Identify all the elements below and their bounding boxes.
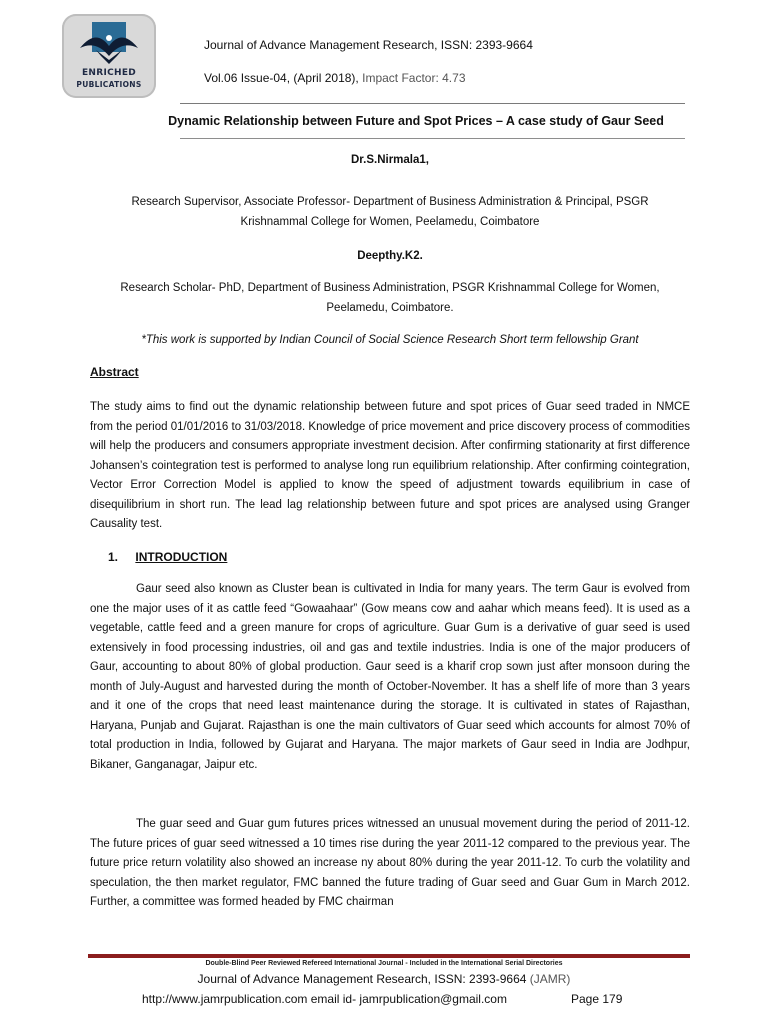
section-title: INTRODUCTION [135, 550, 228, 564]
publisher-logo [62, 14, 156, 98]
abstract-heading: Abstract [90, 365, 139, 379]
header-volume-line [204, 71, 466, 85]
section-heading [108, 550, 227, 564]
footer-journal-line [0, 972, 768, 986]
affiliation-2-line-1: Research Scholar- PhD, Department of Business Administration, PSGR Krishnammal College for Women, [120, 282, 660, 294]
header-impact-factor: Impact Factor: 4.73 [362, 71, 466, 85]
author-1: Dr.S.Nirmala1, [351, 154, 429, 166]
paper-title: Dynamic Relationship between Future and Spot Prices – A case study of Gaur Seed [168, 114, 664, 128]
footer-journal-abbrev: (JAMR) [529, 972, 571, 986]
page-number: Page 179 [571, 992, 623, 1006]
title-divider [180, 138, 685, 139]
footer-divider [88, 954, 690, 958]
header-journal-line: Journal of Advance Management Research, ISSN: 2393-9664 [204, 38, 533, 52]
footer-url-email[interactable]: http://www.jamrpublication.com email id- jamrpublication@gmail.com [142, 992, 507, 1006]
affiliation-1-line-2: Krishnammal College for Women, Peelamedu, Coimbatore [240, 216, 540, 228]
header-divider [180, 103, 685, 104]
affiliation-2-line-2: Peelamedu, Coimbatore. [326, 302, 454, 314]
intro-paragraph-1: Gaur seed also known as Cluster bean is cultivated in India for many years. The term Gaur is evolved from one the major uses of it as cattle feed “Gowaahaar” (Gow means cow and aahar which means feed). It is used as a vegetable, cattle feed and a green manure for crops of agriculture. Guar Gum is a derivative of guar seed is used extensively in food processing industries, oil and gas and textile industries. India is one of the major producers of Gaur, accounting to about 80% of global production. Gaur seed is a kharif crop sown just after monsoon during the month of July-August and harvested during the month of October-November. It has a shelf life of more than 3 years and it one of the crops that need least maintenance during the storage. It is cultivated in states of Rajasthan, Haryana, Punjab and Gujarat. Rajasthan is one the main cultivators of Guar seed which accounts for almost 70% of total production in India, followed by Gujarat and Haryana. The major markets of Gaur seed in India are Jodhpur, Bikaner, Ganganagar, Jaipur etc. [90, 583, 690, 771]
logo-text-publications: PUBLICATIONS [76, 80, 142, 89]
section-number: 1. [108, 550, 119, 564]
footer-journal-name: Journal of Advance Management Research, ISSN: 2393-9664 [197, 972, 527, 986]
intro-paragraph-2: The guar seed and Guar gum futures prices witnessed an unusual movement during the period of 2011-12. The future prices of guar seed witnessed a 10 times rise during the year 2011-12 compared to the previous year. The future price return volatility also showed an increase ny about 80% during the year 2011-12. To curb the volatility and speculation, the then market regulator, FMC banned the future trading of Guar seed and Guar Gum in March 2012. Further, a committee was formed headed by FMC chairman [90, 818, 690, 908]
author-2: Deepthy.K2. [357, 250, 423, 262]
abstract-text: The study aims to find out the dynamic relationship between future and spot prices of Guar seed traded in NMCE from the period 01/01/2016 to 31/03/2018. Knowledge of price movement and price discovery process of commodities will help the producers and consumers appropriate investment decision. After confirming stationarity at first difference Johansen’s cointegration test is performed to analyse long run equilibrium relationship. After confirming cointegration, Vector Error Correction Model is applied to know the speed of adjustment towards equilibrium in case of disequilibrium in short run. The lead lag relationship between future and spot prices are analysed using Granger Causality test. [90, 401, 690, 530]
support-note: *This work is supported by Indian Council of Social Science Research Short term fellowship Grant [141, 334, 639, 346]
affiliation-1-line-1: Research Supervisor, Associate Professor- Department of Business Administration & Principal, PSGR [131, 196, 649, 208]
header-volume: Vol.06 Issue-04, (April 2018), [204, 71, 359, 85]
footer-peer-review-note: Double-Blind Peer Reviewed Refereed International Journal - Included in the International Serial Directories [205, 960, 563, 967]
logo-text-enriched: ENRICHED [81, 68, 137, 78]
